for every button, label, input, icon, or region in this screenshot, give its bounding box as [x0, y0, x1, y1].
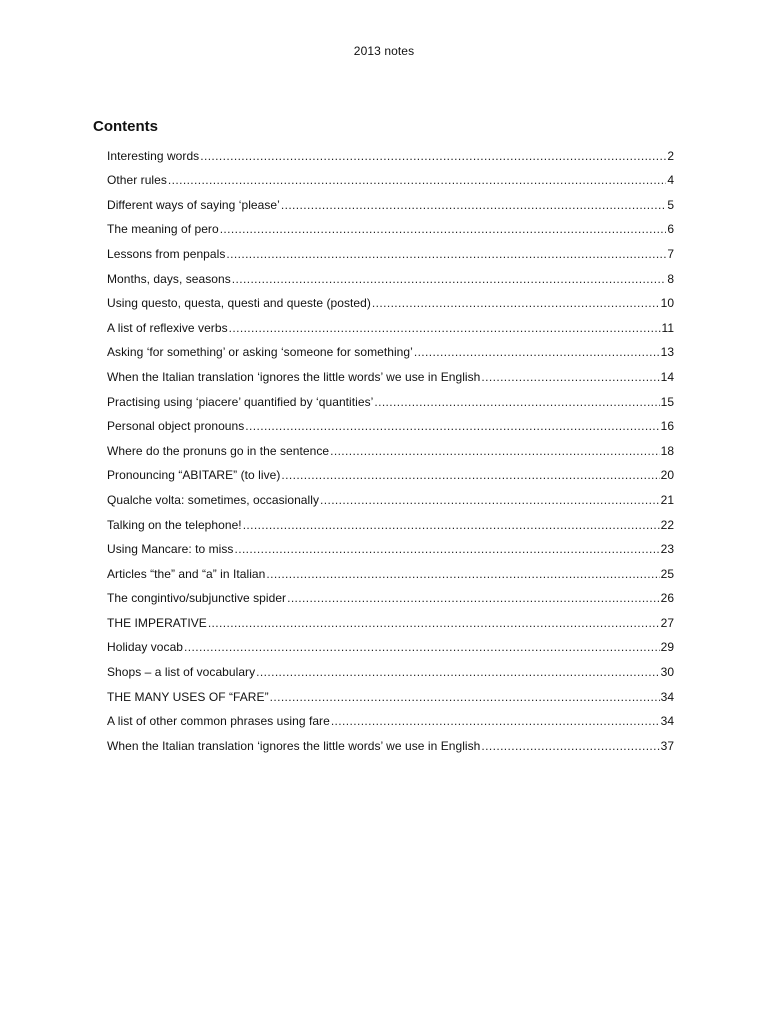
contents-heading: Contents [93, 118, 158, 135]
toc-entry-title: THE MANY USES OF “FARE” [107, 689, 269, 704]
toc-dot-leader [232, 270, 667, 288]
toc-entry[interactable] [107, 189, 674, 214]
toc-page-number: 7 [667, 246, 674, 261]
toc-dot-leader [184, 638, 660, 656]
toc-page-number: 4 [667, 173, 674, 188]
toc-entry[interactable] [107, 607, 674, 632]
toc-page-number: 2 [667, 148, 674, 163]
toc-page-number: 6 [667, 222, 674, 237]
toc-entry-title: Personal object pronouns [107, 419, 245, 434]
toc-entry[interactable] [107, 435, 674, 460]
toc-entry-title: Lessons from penpals [107, 246, 226, 261]
toc-entry[interactable] [107, 337, 674, 362]
toc-page-number: 14 [660, 369, 674, 384]
toc-entry-title: Practising using ‘piacere’ quantified by ‘quantities’ [107, 394, 374, 409]
toc-dot-leader [330, 442, 660, 460]
toc-entry-title: Months, days, seasons [107, 271, 231, 286]
toc-entry-title: Interesting words [107, 148, 200, 163]
toc-entry-title: Articles “the” and “a” in Italian [107, 566, 266, 581]
toc-dot-leader [234, 540, 659, 558]
toc-dot-leader [200, 147, 666, 165]
toc-entry-title: Other rules [107, 173, 167, 188]
toc-entry[interactable] [107, 681, 674, 706]
toc-entry-title: Pronouncing “ABITARE” (to live) [107, 468, 281, 483]
toc-page-number: 34 [660, 714, 674, 729]
toc-dot-leader [287, 589, 660, 607]
toc-entry-title: The congintivo/subjunctive spider [107, 591, 287, 606]
toc-dot-leader [270, 688, 660, 706]
toc-page-number: 8 [667, 271, 674, 286]
toc-page-number: 23 [660, 542, 674, 557]
toc-entry-title: Qualche volta: sometimes, occasionally [107, 492, 319, 507]
toc-entry[interactable] [107, 238, 674, 263]
toc-page-number: 11 [661, 320, 674, 335]
toc-entry[interactable] [107, 509, 674, 534]
toc-entry-title: Using questo, questa, questi and queste (posted) [107, 296, 371, 311]
toc-dot-leader [481, 368, 659, 386]
toc-entry[interactable] [107, 165, 674, 190]
toc-entry[interactable] [107, 706, 674, 731]
toc-entry[interactable] [107, 460, 674, 485]
toc-entry-title: A list of reflexive verbs [107, 320, 228, 335]
toc-dot-leader [481, 737, 659, 755]
toc-entry[interactable] [107, 558, 674, 583]
toc-entry-title: Using Mancare: to miss [107, 542, 234, 557]
toc-page-number: 26 [660, 591, 674, 606]
toc-page-number: 30 [660, 665, 674, 680]
toc-page-number: 37 [660, 738, 674, 753]
toc-entry[interactable] [107, 288, 674, 313]
toc-entry[interactable] [107, 140, 674, 165]
toc-dot-leader [243, 516, 660, 534]
toc-entry-title: A list of other common phrases using fare [107, 714, 330, 729]
toc-entry-title: When the Italian translation ‘ignores the little words’ we use in English [107, 738, 481, 753]
toc-dot-leader [229, 319, 661, 337]
toc-page-number: 13 [660, 345, 674, 360]
toc-entry-title: The meaning of pero [107, 222, 219, 237]
toc-dot-leader [281, 196, 666, 214]
toc-entry-title: Different ways of saying ‘please’ [107, 197, 280, 212]
toc-dot-leader [168, 171, 666, 189]
toc-entry[interactable] [107, 534, 674, 559]
toc-entry[interactable] [107, 730, 674, 755]
toc-page-number: 29 [660, 640, 674, 655]
toc-page-number: 27 [660, 615, 674, 630]
toc-entry[interactable] [107, 312, 674, 337]
toc-entry-title: Shops – a list of vocabulary [107, 665, 256, 680]
toc-entry-title: Where do the pronuns go in the sentence [107, 443, 330, 458]
toc-entry[interactable] [107, 583, 674, 608]
toc-page-number: 22 [660, 517, 674, 532]
toc-dot-leader [374, 393, 659, 411]
toc-dot-leader [331, 712, 660, 730]
toc-page-number: 18 [660, 443, 674, 458]
toc-dot-leader [266, 565, 659, 583]
toc-page-number: 10 [660, 296, 674, 311]
toc-dot-leader [226, 245, 666, 263]
toc-entry[interactable] [107, 656, 674, 681]
toc-dot-leader [220, 220, 667, 238]
toc-page-number: 16 [660, 419, 674, 434]
toc-page-number: 34 [660, 689, 674, 704]
toc-dot-leader [414, 343, 660, 361]
toc-page-number: 15 [660, 394, 674, 409]
toc-page-number: 21 [660, 492, 674, 507]
toc-entry-title: Holiday vocab [107, 640, 184, 655]
toc-dot-leader [372, 294, 660, 312]
toc-entry-title: THE IMPERATIVE [107, 615, 207, 630]
toc-entry-title: Asking ‘for something’ or asking ‘someone for something’ [107, 345, 413, 360]
toc-entry-title: When the Italian translation ‘ignores the little words’ we use in English [107, 369, 481, 384]
toc-entry[interactable] [107, 361, 674, 386]
toc-page-number: 5 [667, 197, 674, 212]
toc-page-number: 25 [660, 566, 674, 581]
table-of-contents [107, 140, 674, 755]
toc-dot-leader [245, 417, 659, 435]
toc-dot-leader [256, 663, 659, 681]
toc-entry[interactable] [107, 214, 674, 239]
toc-entry[interactable] [107, 386, 674, 411]
toc-entry[interactable] [107, 484, 674, 509]
toc-dot-leader [208, 614, 660, 632]
toc-dot-leader [320, 491, 660, 509]
toc-entry[interactable] [107, 263, 674, 288]
toc-page-number: 20 [660, 468, 674, 483]
toc-entry-title: Talking on the telephone! [107, 517, 242, 532]
page-header: 2013 notes [353, 44, 415, 58]
toc-entry[interactable] [107, 632, 674, 657]
toc-entry[interactable] [107, 411, 674, 436]
toc-dot-leader [281, 466, 659, 484]
